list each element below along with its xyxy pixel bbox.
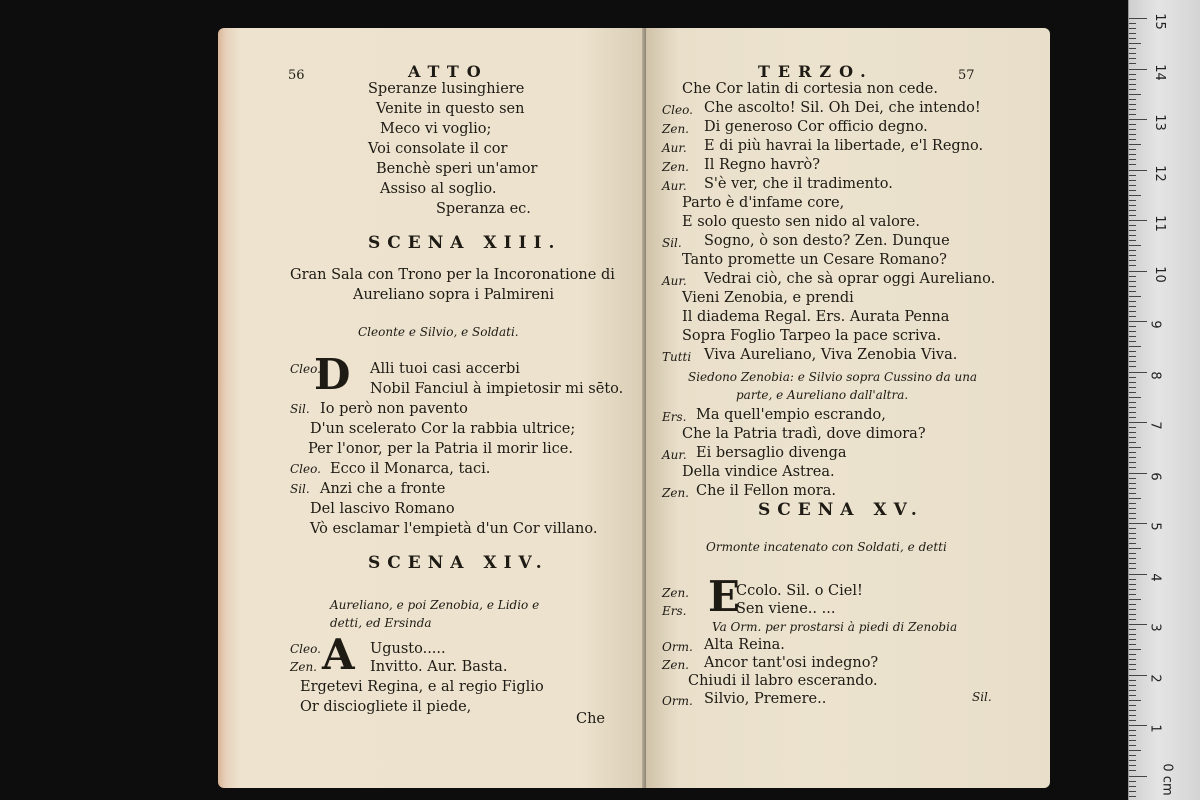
ruler-tick — [1129, 781, 1136, 782]
speaker: Cleo. — [662, 103, 693, 117]
ruler-tick — [1129, 180, 1136, 181]
dialogue-line: Alta Reina. — [704, 637, 785, 653]
ruler-tick — [1129, 760, 1136, 761]
dialogue-line: Va Orm. per prostarsi à piedi di Zenobia — [712, 620, 958, 634]
ruler-tick — [1129, 467, 1136, 468]
ruler-tick — [1129, 94, 1141, 95]
ruler-tick — [1129, 190, 1136, 191]
ruler-tick — [1129, 58, 1136, 59]
ruler-tick — [1129, 412, 1136, 413]
ruler-tick — [1129, 48, 1136, 49]
ruler-label: 4 — [1147, 572, 1163, 582]
dialogue-line: Sopra Foglio Tarpeo la pace scriva. — [682, 328, 942, 344]
ruler-label: 0 cm — [1159, 762, 1175, 796]
ruler-tick — [1129, 119, 1147, 120]
ruler-tick — [1129, 321, 1147, 322]
ruler-tick — [1129, 240, 1136, 241]
ruler-tick — [1129, 260, 1136, 261]
ruler-tick — [1129, 533, 1136, 534]
ruler-tick — [1129, 336, 1136, 337]
dialogue-line: Della vindice Astrea. — [682, 464, 835, 480]
ruler-tick — [1129, 745, 1136, 746]
drop-cap: A — [322, 630, 355, 679]
ruler-tick — [1129, 89, 1136, 90]
dialogue-line: Ancor tant'osi indegno? — [704, 655, 879, 671]
ruler-tick — [1129, 700, 1141, 701]
ruler-tick — [1129, 442, 1136, 443]
ruler-tick — [1129, 770, 1136, 771]
dialogue-line: Del lascivo Romano — [310, 501, 455, 517]
ruler-tick — [1129, 735, 1136, 736]
dialogue-line: E solo questo sen nido al valore. — [682, 214, 920, 230]
ruler-tick — [1129, 705, 1136, 706]
ruler-label: 15 — [1151, 13, 1167, 30]
ruler-tick — [1129, 422, 1147, 423]
ruler-tick — [1129, 366, 1136, 367]
ruler-tick — [1129, 791, 1136, 792]
ruler-tick — [1129, 725, 1147, 726]
dialogue-line: Vò esclamar l'empietà d'un Cor villano. — [310, 521, 598, 537]
ruler-tick — [1129, 225, 1136, 226]
ruler-tick — [1129, 159, 1136, 160]
open-book — [218, 28, 1050, 788]
ruler-tick — [1129, 478, 1136, 479]
catchword: Che — [576, 711, 606, 727]
ruler-label: 11 — [1151, 215, 1167, 232]
ruler-tick — [1129, 109, 1136, 110]
drop-cap: E — [708, 572, 741, 621]
ruler-label: 13 — [1151, 114, 1167, 131]
dialogue-line: Che il Fellon mora. — [696, 483, 836, 499]
speaker: Tutti — [662, 350, 692, 364]
ruler-tick — [1129, 518, 1136, 519]
ruler-tick — [1129, 483, 1136, 484]
ruler-tick — [1129, 392, 1136, 393]
dialogue-line: Che Cor latin di cortesia non cede. — [682, 81, 938, 97]
ruler-tick — [1129, 664, 1136, 665]
ruler-tick — [1129, 215, 1136, 216]
dialogue-line: Anzi che a fronte — [320, 481, 446, 497]
scene-characters: Aureliano, e poi Zenobia, e Lidio e — [330, 598, 540, 612]
ruler-tick — [1129, 675, 1147, 676]
dialogue-line: Alli tuoi casi accerbi — [370, 361, 520, 377]
ruler-tick — [1129, 432, 1136, 433]
speaker: Orm. — [662, 694, 693, 708]
ruler-tick — [1129, 351, 1136, 352]
ruler-tick — [1129, 528, 1136, 529]
ruler-tick — [1129, 377, 1136, 378]
ruler-tick — [1129, 508, 1136, 509]
ruler-tick — [1129, 599, 1141, 600]
ruler-tick — [1129, 195, 1141, 196]
ruler-tick — [1129, 659, 1136, 660]
ruler-tick — [1129, 644, 1136, 645]
ruler-tick — [1129, 245, 1141, 246]
ruler-label: 6 — [1147, 471, 1163, 481]
ruler-tick — [1129, 205, 1136, 206]
ruler-tick — [1129, 695, 1136, 696]
left-page — [218, 28, 646, 788]
dialogue-line: Il Regno havrò? — [704, 157, 821, 173]
measuring-ruler — [1128, 0, 1200, 800]
right-page — [646, 28, 1050, 788]
ruler-tick — [1129, 452, 1136, 453]
dialogue-line: Silvio, Premere.. — [704, 691, 827, 707]
ruler-tick — [1129, 271, 1147, 272]
ruler-label: 7 — [1147, 421, 1163, 430]
ruler-tick — [1129, 311, 1136, 312]
ruler-tick — [1129, 129, 1136, 130]
ruler-tick — [1129, 730, 1136, 731]
ruler-tick — [1129, 604, 1136, 605]
verse-line: Voi consolate il cor — [368, 141, 508, 157]
ruler-tick — [1129, 558, 1136, 559]
ruler-tick — [1129, 553, 1136, 554]
ruler-tick — [1129, 776, 1147, 777]
ruler-tick — [1129, 624, 1147, 625]
speaker: Zen. — [662, 586, 689, 600]
ruler-tick — [1129, 210, 1136, 211]
ruler-tick — [1129, 175, 1136, 176]
ruler-tick — [1129, 235, 1136, 236]
ruler-tick — [1129, 523, 1147, 524]
ruler-tick — [1129, 427, 1136, 428]
page-number: 56 — [288, 68, 305, 83]
ruler-tick — [1129, 654, 1136, 655]
ruler-tick — [1129, 690, 1136, 691]
ruler-tick — [1129, 306, 1136, 307]
ruler-tick — [1129, 149, 1136, 150]
dialogue-line: Ei bersaglio divenga — [696, 445, 847, 461]
scene-characters: Cleonte e Silvio, e Soldati. — [358, 325, 519, 339]
dialogue-line: Vieni Zenobia, e prendi — [682, 290, 854, 306]
ruler-tick — [1129, 786, 1136, 787]
speaker: Aur. — [662, 274, 687, 288]
ruler-tick — [1129, 291, 1136, 292]
ruler-tick — [1129, 154, 1136, 155]
stage-direction: parte, e Aureliano dall'altra. — [736, 388, 909, 402]
ruler-label: 3 — [1147, 623, 1163, 632]
dialogue-line: Di generoso Cor officio degno. — [704, 119, 928, 135]
ruler-tick — [1129, 346, 1141, 347]
ruler-label: 10 — [1151, 265, 1167, 283]
ruler-tick — [1129, 139, 1136, 140]
dialogue-line: S'è ver, che il tradimento. — [704, 176, 893, 192]
verse-line: Venite in questo sen — [376, 101, 525, 117]
dialogue-line: Il diadema Regal. Ers. Aurata Penna — [682, 309, 950, 325]
scene-title: SCENA XIV. — [368, 553, 549, 573]
ruler-tick — [1129, 114, 1136, 115]
ruler-tick — [1129, 144, 1141, 145]
ruler-tick — [1129, 462, 1136, 463]
ruler-tick — [1129, 402, 1136, 403]
scene-setting: Gran Sala con Trono per la Incoronatione di — [290, 267, 615, 283]
ruler-label: 9 — [1147, 320, 1163, 329]
ruler-tick — [1129, 589, 1136, 590]
ruler-tick — [1129, 765, 1136, 766]
speaker: Orm. — [662, 640, 693, 654]
scene-title: SCENA XV. — [758, 500, 924, 520]
speaker: Aur. — [662, 141, 687, 155]
ruler-tick — [1129, 79, 1136, 80]
ruler-tick — [1129, 382, 1136, 383]
ruler-tick — [1129, 265, 1136, 266]
speaker: Cleo. — [290, 462, 321, 476]
ruler-label: 12 — [1151, 164, 1167, 182]
ruler-tick — [1129, 796, 1136, 797]
ruler-tick — [1129, 387, 1136, 388]
dialogue-line: Ergetevi Regina, e al regio Figlio — [300, 679, 544, 695]
ruler-tick — [1129, 341, 1136, 342]
ruler-label: 8 — [1147, 370, 1163, 380]
ruler-tick — [1129, 220, 1147, 221]
scene-title: SCENA XIII. — [368, 233, 562, 253]
ruler-tick — [1129, 286, 1136, 287]
ruler-tick — [1129, 457, 1136, 458]
ruler-tick — [1129, 397, 1141, 398]
ruler-tick — [1129, 326, 1136, 327]
scene-characters: detti, ed Ersinda — [330, 616, 432, 630]
ruler-tick — [1129, 715, 1136, 716]
ruler-tick — [1129, 28, 1136, 29]
ruler-tick — [1129, 331, 1136, 332]
ruler-tick — [1129, 498, 1141, 499]
speaker: Ers. — [662, 604, 687, 618]
speaker: Zen. — [662, 160, 689, 174]
ruler-tick — [1129, 680, 1136, 681]
speaker: Zen. — [662, 658, 689, 672]
scene-setting: Aureliano sopra i Palmireni — [353, 287, 555, 303]
dialogue-line: Viva Aureliano, Viva Zenobia Viva. — [704, 347, 958, 363]
dialogue-line: Io però non pavento — [320, 401, 468, 417]
dialogue-line: Sogno, ò son desto? Zen. Dunque — [704, 233, 950, 249]
speaker: Sil. — [662, 236, 682, 250]
ruler-label: 14 — [1151, 63, 1167, 81]
dialogue-line: Invitto. Aur. Basta. — [370, 659, 508, 675]
ruler-tick — [1129, 281, 1136, 282]
ruler-tick — [1129, 548, 1141, 549]
ruler-tick — [1129, 594, 1136, 595]
ruler-tick — [1129, 609, 1136, 610]
ruler-tick — [1129, 649, 1141, 650]
ruler-tick — [1129, 755, 1136, 756]
verse-line: Speranze lusinghiere — [368, 81, 525, 97]
ruler-tick — [1129, 579, 1136, 580]
speaker: Aur. — [662, 448, 687, 462]
ruler-tick — [1129, 361, 1136, 362]
ruler-tick — [1129, 568, 1136, 569]
speaker: Zen. — [290, 660, 317, 674]
ruler-tick — [1129, 200, 1136, 201]
ruler-tick — [1129, 740, 1136, 741]
dialogue-line: Per l'onor, per la Patria il morir lice. — [308, 441, 573, 457]
dialogue-line: Chiudi il labro escerando. — [688, 673, 878, 689]
ruler-tick — [1129, 296, 1141, 297]
dialogue-line: Or disciogliete il piede, — [300, 699, 472, 715]
dialogue-line: Vedrai ciò, che sà oprar oggi Aureliano. — [704, 271, 996, 287]
ruler-tick — [1129, 538, 1136, 539]
ruler-tick — [1129, 164, 1136, 165]
catchword: Sil. — [972, 690, 992, 704]
dialogue-line: Sen viene.. ... — [736, 601, 836, 617]
ruler-tick — [1129, 437, 1136, 438]
ruler-tick — [1129, 230, 1136, 231]
ruler-label: 5 — [1147, 522, 1163, 531]
verse-line: Benchè speri un'amor — [376, 161, 538, 177]
ruler-tick — [1129, 619, 1136, 620]
ruler-tick — [1129, 639, 1136, 640]
dialogue-line: Ugusto..... — [370, 641, 446, 657]
ruler-tick — [1129, 584, 1136, 585]
ruler-tick — [1129, 503, 1136, 504]
ruler-tick — [1129, 488, 1136, 489]
dialogue-line: Parto è d'infame core, — [682, 195, 845, 211]
ruler-label: 2 — [1147, 673, 1163, 683]
ruler-tick — [1129, 134, 1136, 135]
ruler-tick — [1129, 563, 1136, 564]
speaker: Cleo. — [290, 642, 321, 656]
stage-direction: Siedono Zenobia: e Silvio sopra Cussino da una — [688, 370, 978, 384]
ruler-tick — [1129, 513, 1136, 514]
ruler-label: 1 — [1147, 724, 1163, 733]
ruler-tick — [1129, 276, 1136, 277]
ruler-tick — [1129, 99, 1136, 100]
ruler-tick — [1129, 710, 1136, 711]
ruler-tick — [1129, 23, 1136, 24]
ruler-tick — [1129, 447, 1141, 448]
ruler-tick — [1129, 170, 1147, 171]
speaker: Cleo. — [290, 362, 321, 376]
ruler-tick — [1129, 316, 1136, 317]
verse-line: Meco vi voglio; — [380, 121, 492, 137]
ruler-tick — [1129, 63, 1136, 64]
drop-cap: D — [314, 350, 351, 399]
verse-line: Speranza ec. — [436, 201, 531, 217]
dialogue-line: Nobil Fanciul à impietosir mi sēto. — [370, 381, 624, 397]
speaker: Sil. — [290, 482, 310, 496]
running-header: ATTO — [408, 62, 489, 81]
dialogue-line: Tanto promette un Cesare Romano? — [682, 252, 947, 268]
dialogue-line: Che la Patria tradì, dove dimora? — [682, 426, 926, 442]
speaker: Aur. — [662, 179, 687, 193]
scene-characters: Ormonte incatenato con Soldati, e detti — [706, 540, 947, 554]
ruler-tick — [1129, 124, 1136, 125]
ruler-tick — [1129, 372, 1147, 373]
ruler-tick — [1129, 185, 1136, 186]
ruler-tick — [1129, 250, 1136, 251]
dialogue-line: Ccolo. Sil. o Ciel! — [736, 583, 863, 599]
ruler-tick — [1129, 33, 1136, 34]
ruler-tick — [1129, 38, 1136, 39]
speaker: Ers. — [662, 410, 687, 424]
ruler-tick — [1129, 614, 1136, 615]
ruler-tick — [1129, 53, 1136, 54]
ruler-tick — [1129, 669, 1136, 670]
dialogue-line: Ecco il Monarca, taci. — [330, 461, 491, 477]
speaker: Zen. — [662, 122, 689, 136]
ruler-tick — [1129, 356, 1136, 357]
dialogue-line: Che ascolto! Sil. Oh Dei, che intendo! — [704, 100, 981, 116]
ruler-tick — [1129, 543, 1136, 544]
ruler-tick — [1129, 69, 1147, 70]
ruler-tick — [1129, 255, 1136, 256]
ruler-tick — [1129, 685, 1136, 686]
ruler-tick — [1129, 18, 1147, 19]
dialogue-line: Ma quell'empio escrando, — [696, 407, 886, 423]
dialogue-line: D'un scelerato Cor la rabbia ultrice; — [310, 421, 576, 437]
page-number: 57 — [958, 68, 975, 83]
ruler-tick — [1129, 417, 1136, 418]
ruler-tick — [1129, 74, 1136, 75]
ruler-tick — [1129, 84, 1136, 85]
ruler-tick — [1129, 104, 1136, 105]
ruler-tick — [1129, 720, 1136, 721]
dialogue-line: E di più havrai la libertade, e'l Regno. — [704, 138, 984, 154]
speaker: Zen. — [662, 486, 689, 500]
ruler-tick — [1129, 750, 1141, 751]
ruler-tick — [1129, 574, 1147, 575]
ruler-tick — [1129, 301, 1136, 302]
ruler-tick — [1129, 473, 1147, 474]
ruler-tick — [1129, 407, 1136, 408]
ruler-tick — [1129, 43, 1141, 44]
ruler-tick — [1129, 629, 1136, 630]
speaker: Sil. — [290, 402, 310, 416]
ruler-tick — [1129, 634, 1136, 635]
verse-line: Assiso al soglio. — [380, 181, 497, 197]
ruler-tick — [1129, 493, 1136, 494]
running-header: TERZO. — [758, 62, 874, 81]
